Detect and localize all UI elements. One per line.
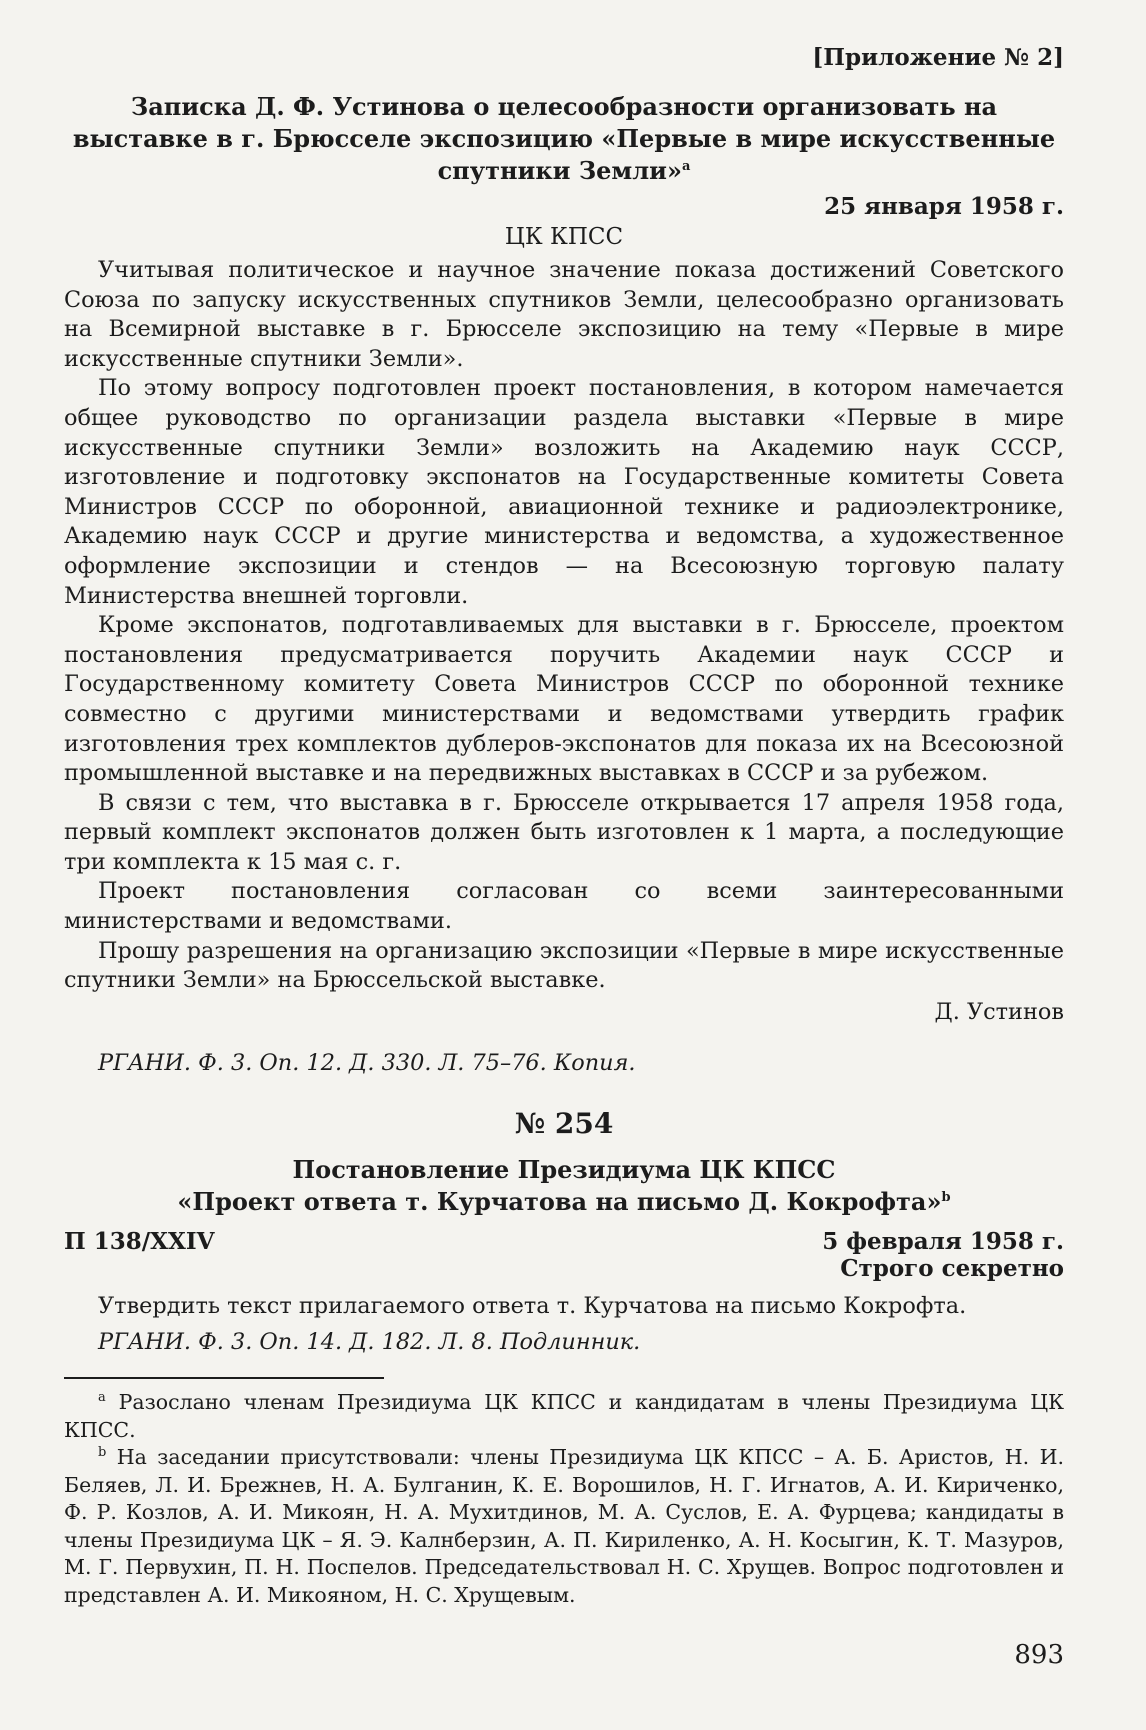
footnote	[64, 1444, 1064, 1609]
paragraph: Кроме экспонатов, подготавливаемых для выставки в г. Брюсселе, проектом постановления предусматривается поручить Академии наук СССР и Государственному комитету Совета Министров СССР по оборонной технике совместно с другими министерствами и ведомствами утвердить график изготовления трех комплектов дублеров-экспонатов для показа их на Всесоюзной промышленной выставке и на передвижных выставках в СССР и за рубежом.	[64, 612, 1064, 787]
resolution-meta	[64, 1228, 1064, 1255]
resolution-title-line2: «Проект ответа т. Курчатова на письмо Д. Кокрофта»	[177, 1187, 942, 1217]
paragraph: Учитывая политическое и научное значение показа достижений Советского Союза по запуску искусственных спутников Земли, целесообразно организовать на Всемирной выставке в г. Брюсселе экспозицию на тему «Первые в мире искусственные спутники Земли».	[64, 257, 1064, 372]
resolution-title-line1: Постановление Президиума ЦК КПСС	[292, 1155, 836, 1185]
footnote-text: Разослано членам Президиума ЦК КПСС и кандидатам в члены Президиума ЦК КПСС.	[64, 1390, 1064, 1442]
classification-stamp: Строго секретно	[840, 1255, 1064, 1283]
footnote	[64, 1389, 1064, 1444]
document-title	[64, 91, 1064, 187]
paragraph: Проект постановления согласован со всеми заинтересованными министерствами и ведомствами.	[64, 878, 1064, 935]
footnote-mark: b	[98, 1445, 107, 1461]
footnote-mark: a	[98, 1390, 106, 1406]
paragraph: Прошу разрешения на организацию экспозиции «Первые в мире искусственные спутники Земли» на Брюссельской выставке.	[64, 937, 1064, 994]
paragraph: В связи с тем, что выставка в г. Брюсселе открывается 17 апреля 1958 года, первый комплект экспонатов должен быть изготовлен к 1 марта, а последующие три комплекта к 15 мая с. г.	[64, 789, 1064, 875]
document-number: № 254	[514, 1107, 614, 1141]
addressee: ЦК КПСС	[504, 224, 624, 250]
footnote-ref-b: b	[941, 1190, 951, 1206]
footnote-divider	[64, 1377, 384, 1379]
document-body	[64, 256, 1064, 996]
archive-reference: РГАНИ. Ф. 3. Оп. 12. Д. 330. Л. 75–76. Копия.	[98, 1050, 636, 1077]
protocol-number: П 138/XXIV	[64, 1228, 215, 1256]
page-number: 893	[1014, 1640, 1064, 1670]
document-date: 25 января 1958 г.	[824, 193, 1064, 220]
footnote-text: На заседании присутствовали: члены Президиума ЦК КПСС – А. Б. Аристов, Н. И. Беляев, Л. И. Брежнев, Н. А. Булганин, К. Е. Ворошилов, Н. Г. Игнатов, А. И. Кириченко, Ф. Р. Козлов, А. И. Микоян, Н. А. Мухитдинов, М. А. Суслов, Е. А. Фурцева; кандидаты в члены Президиума ЦК – Я. Э. Калнберзин, А. П. Кириленко, А. Н. Косыгин, К. Т. Мазуров, М. Г. Первухин, П. Н. Поспелов. Председательствовал Н. С. Хрущев. Вопрос подготовлен и представлен А. И. Микояном, Н. С. Хрущевым.	[64, 1445, 1064, 1607]
paragraph: По этому вопросу подготовлен проект постановления, в котором намечается общее руководство по организации раздела выставки «Первые в мире искусственные спутники Земли» возложить на Академию наук СССР, изготовление и подготовку экспонатов на Государственные комитеты Совета Министров СССР по оборонной, авиационной технике и радиоэлектронике, Академию наук СССР и другие министерства и ведомства, а художественное оформление экспозиции и стендов — на Всесоюзную торговую палату Министерства внешней торговли.	[64, 375, 1064, 609]
appendix-label: [Приложение № 2]	[812, 44, 1064, 71]
archive-reference-2: РГАНИ. Ф. 3. Оп. 14. Д. 182. Л. 8. Подлинник.	[98, 1328, 641, 1355]
resolution-title-line2-wrap	[64, 1186, 1064, 1218]
document-title-text: Записка Д. Ф. Устинова о целесообразности организовать на выставке в г. Брюсселе экспозицию «Первые в мире искусственные спутники Земли»	[72, 92, 1056, 185]
footnotes	[64, 1389, 1064, 1609]
resolution-text: Утвердить текст прилагаемого ответа т. Курчатова на письмо Кокрофта.	[98, 1293, 967, 1320]
footnote-ref-a: a	[681, 159, 691, 174]
resolution-date: 5 февраля 1958 г.	[822, 1228, 1064, 1256]
resolution-title	[64, 1154, 1064, 1218]
signature: Д. Устинов	[934, 998, 1064, 1025]
